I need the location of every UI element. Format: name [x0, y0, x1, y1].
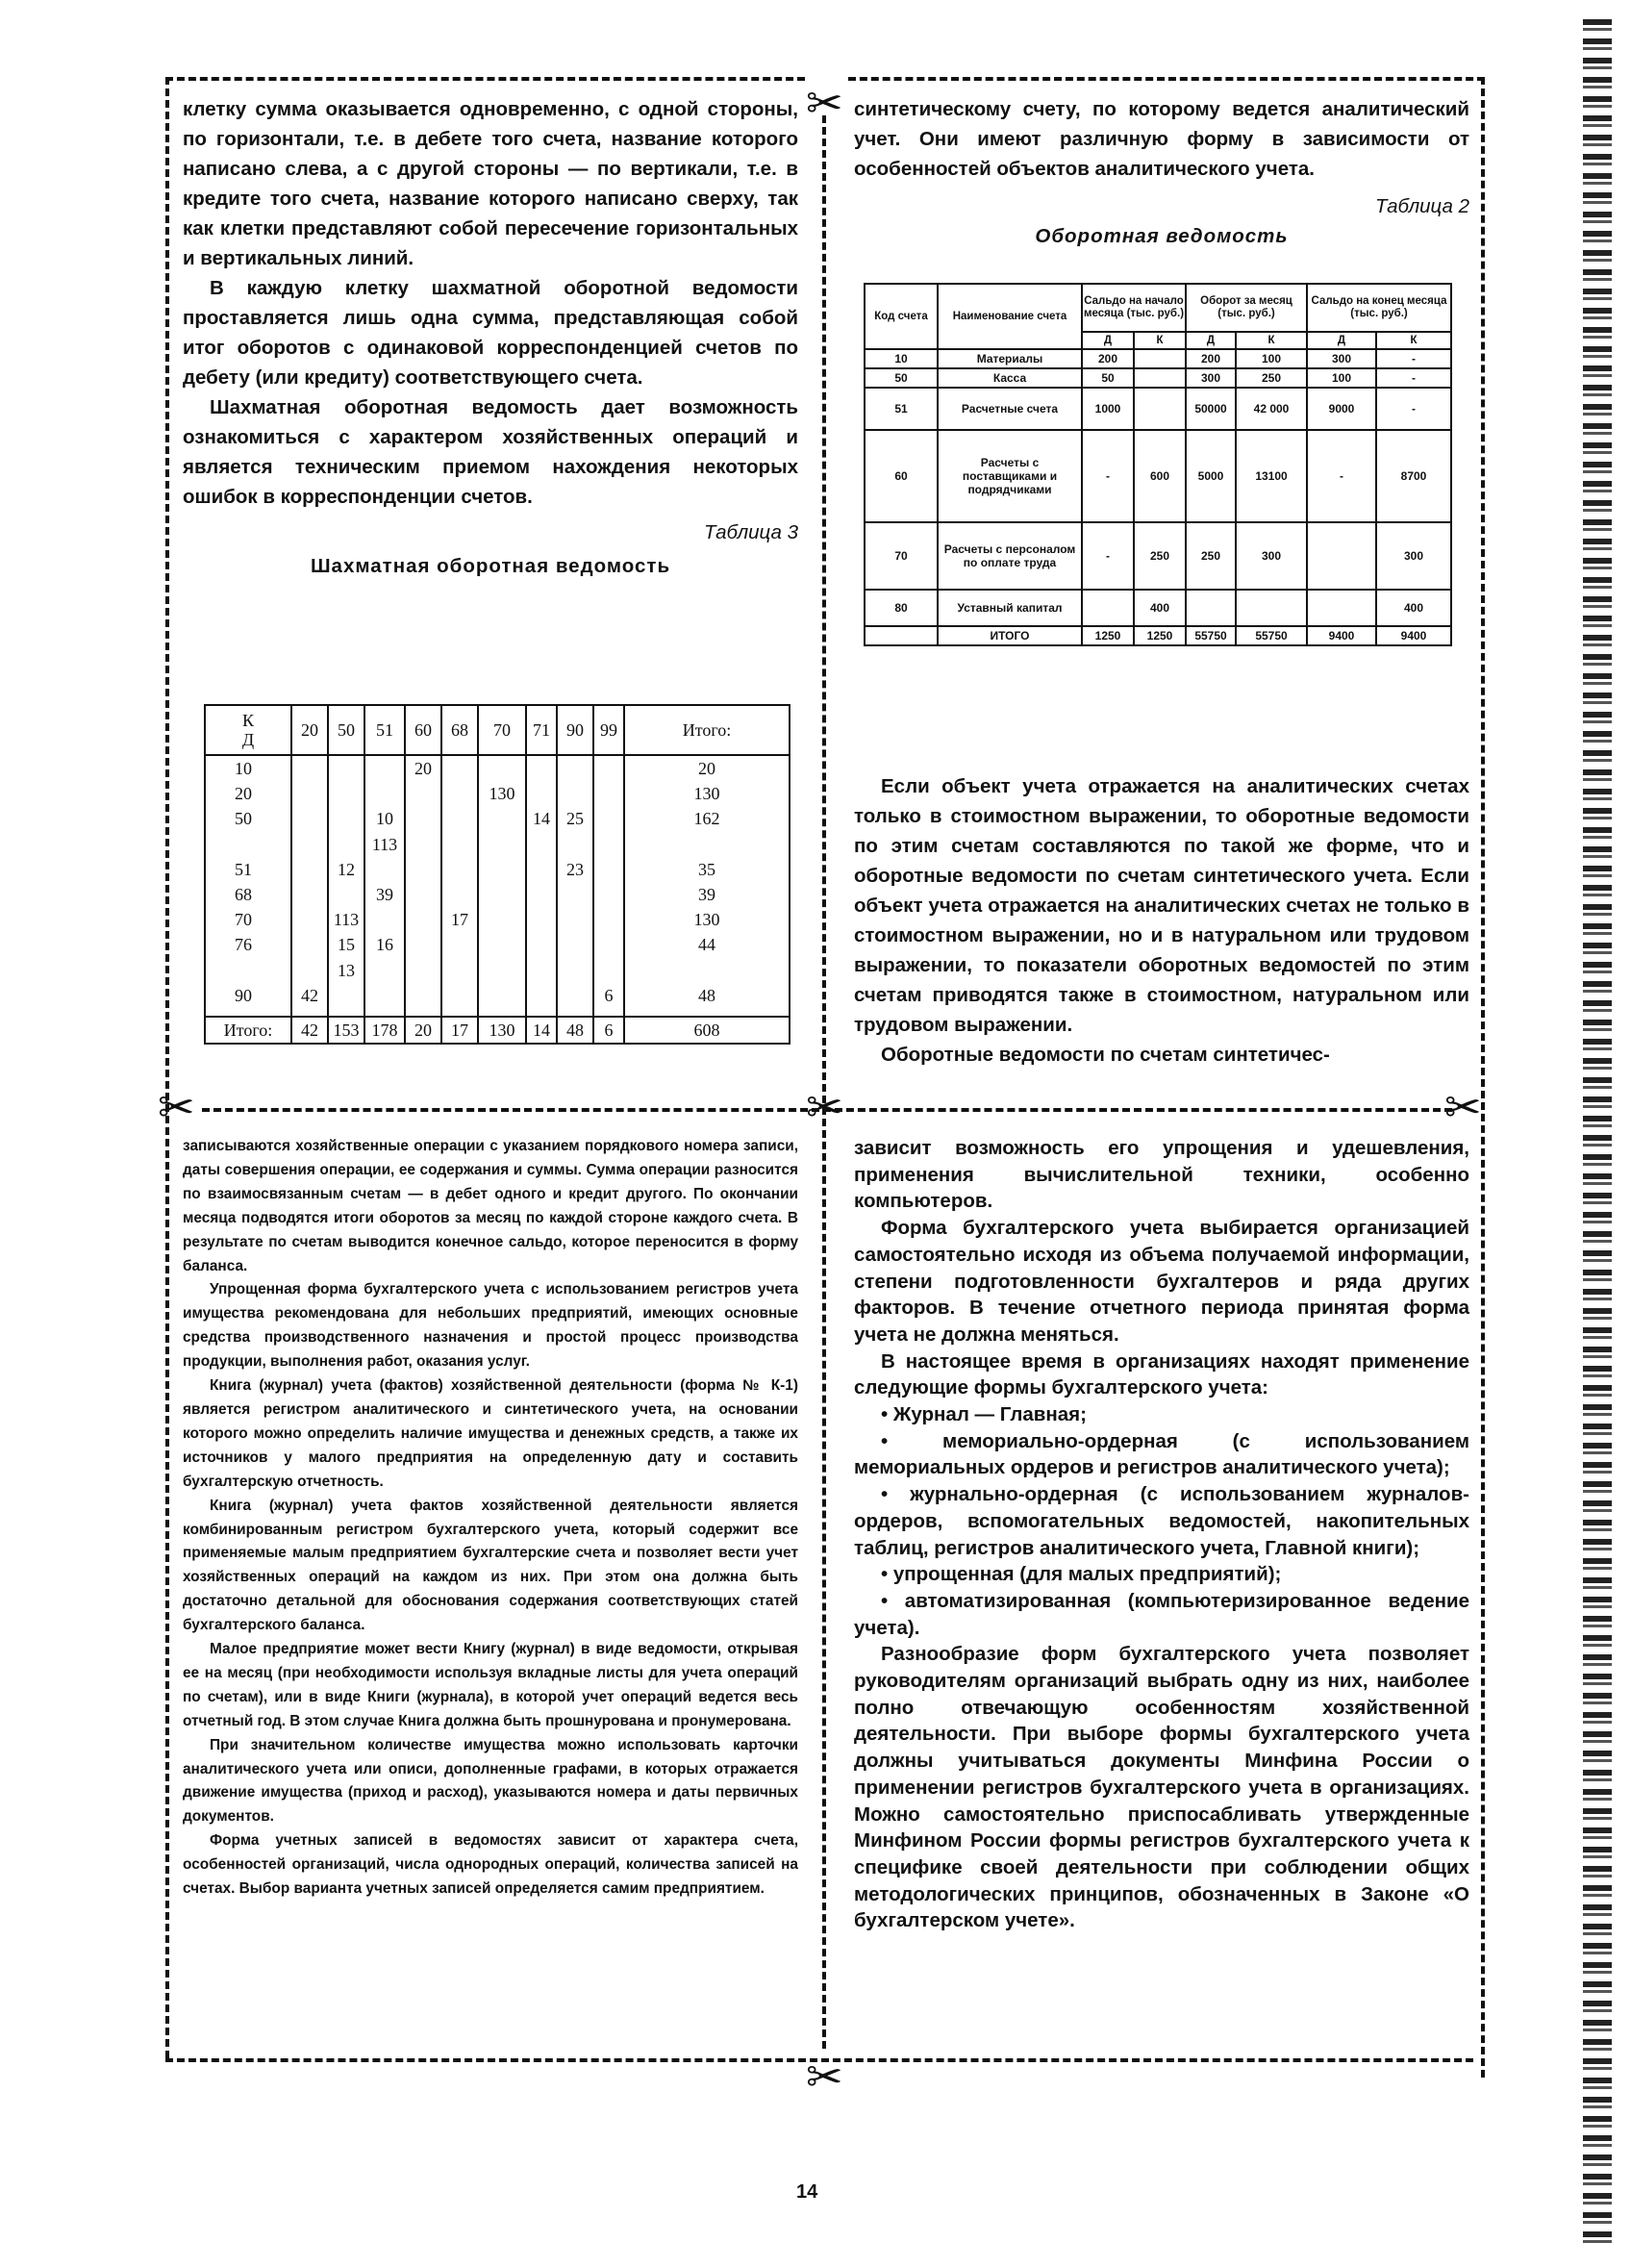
value-cell: -	[1082, 430, 1134, 522]
list-item: • упрощенная (для малых предприятий);	[881, 1563, 1282, 1586]
total-cell: 42	[291, 1017, 328, 1044]
total-cell: 17	[441, 1017, 478, 1044]
value-cell: 9000	[1307, 388, 1376, 430]
total-cell: 14	[526, 1017, 557, 1044]
table2-caption: Таблица 2	[1375, 195, 1469, 217]
cut-line-top-right	[848, 77, 1485, 81]
forms-list	[854, 1401, 1469, 1641]
col-header: 90	[557, 705, 593, 755]
account-name: Расчеты с поставщиками и подрядчиками	[938, 430, 1082, 522]
paragraph: Шахматная оборотная ведомость дает возможность ознакомиться с характером хозяйственных операций и является техническим приемом нахождения некоторых ошибок в корреспонденции счетов.	[183, 396, 798, 508]
top-right-column	[854, 94, 1469, 251]
paragraph: зависит возможность его упрощения и удешевления, применения вычислительной техники, особенно компьютеров.	[854, 1137, 1469, 1213]
total-cell: 1250	[1134, 626, 1186, 645]
total-blank	[865, 626, 938, 645]
corner-cell	[205, 705, 291, 755]
cut-line-left	[165, 77, 169, 2058]
value-cell: 50	[1082, 368, 1134, 388]
col-header: 20	[291, 705, 328, 755]
header-credit: К	[1134, 332, 1186, 349]
paragraph: синтетическому счету, по которому ведется аналитический учет. Они имеют различную форму в зависимости от особенностей объектов аналитического учета.	[854, 98, 1469, 180]
paragraph: В настоящее время в организациях находят применение следующие формы бухгалтерского учета:	[854, 1349, 1469, 1399]
book-spine-edge	[1583, 19, 1612, 2251]
scissors-icon-bottom: ✂	[806, 2052, 843, 2102]
value-cell: 400	[1376, 590, 1451, 626]
corner-k: К	[241, 711, 254, 730]
value-cell: 300	[1376, 522, 1451, 590]
header-closing-balance: Сальдо на конец месяца (тыс. руб.)	[1307, 284, 1451, 332]
paragraph: Форма учетных записей в ведомостях зависит от характера счета, особенностей организаций, числа однородных операций, количества записей на счетах. Выбор варианта учетных записей определяется самим предприятием.	[183, 1832, 798, 1898]
value-cell: -	[1376, 388, 1451, 430]
col-header: 68	[441, 705, 478, 755]
scissors-icon-center: ✂	[806, 1082, 843, 1132]
account-name: Касса	[938, 368, 1082, 388]
header-debit: Д	[1307, 332, 1376, 349]
value-cell: 250	[1134, 522, 1186, 590]
list-item: • мемориально-ордерная (с использованием мемориальных ордеров и регистров аналитического учета);	[854, 1429, 1469, 1479]
total-cell: 55750	[1186, 626, 1236, 645]
value-cell: 400	[1134, 590, 1186, 626]
header-credit: К	[1376, 332, 1451, 349]
col-header: 51	[364, 705, 405, 755]
account-code: 50	[865, 368, 938, 388]
corner-d: Д	[241, 730, 255, 749]
total-cell: 48	[557, 1017, 593, 1044]
total-cell: 9400	[1376, 626, 1451, 645]
header-turnover: Оборот за месяц (тыс. руб.)	[1186, 284, 1307, 332]
total-cell: 130	[478, 1017, 526, 1044]
account-code: 10	[865, 349, 938, 368]
scissors-icon-right: ✂	[1444, 1082, 1482, 1132]
bottom-left-column	[183, 1135, 798, 1902]
value-cell: 1000	[1082, 388, 1134, 430]
value-cell: -	[1376, 368, 1451, 388]
value-cell: 300	[1186, 368, 1236, 388]
paragraph: Малое предприятие может вести Книгу (журнал) в виде ведомости, открывая ее на месяц (при необходимости используя вкладные листы для учета операций по счетам), или в виде Книги (журнала), в которой учет операций ведется весь отчетный год. В этом случае Книга должна быть прошнурована и пронумерована.	[183, 1641, 798, 1729]
value-cell	[1307, 522, 1376, 590]
totals-label: Итого:	[205, 1017, 291, 1044]
cell-column: 20	[405, 755, 441, 1017]
cell-column: 17	[441, 755, 478, 1017]
value-cell: 13100	[1236, 430, 1307, 522]
value-cell: -	[1307, 430, 1376, 522]
paragraph: Если объект учета отражается на аналитических счетах только в стоимостном выражении, то оборотные ведомости по этим счетам составляются по такой же форме, что и оборотные ведомости по счетам синтетического учета. Если объект учета отражается на аналитических счетах не только в стоимостном выражении, но и в натуральном или трудовом выражении, то показатели оборотных ведомостей по этим счетам приводятся также в стоимостном, натуральном или трудовом выражении.	[854, 775, 1469, 1036]
value-cell: 250	[1236, 368, 1307, 388]
list-item: • автоматизированная (компьютеризированное ведение учета).	[854, 1589, 1469, 1639]
value-cell	[1082, 590, 1134, 626]
cut-line-top-left	[165, 77, 805, 81]
value-cell: -	[1082, 522, 1134, 590]
value-cell	[1134, 388, 1186, 430]
account-name: Материалы	[938, 349, 1082, 368]
total-cell: 20	[405, 1017, 441, 1044]
value-cell: -	[1376, 349, 1451, 368]
col-header: 60	[405, 705, 441, 755]
turnover-table	[864, 283, 1452, 646]
value-cell: 200	[1082, 349, 1134, 368]
total-cell: 9400	[1307, 626, 1376, 645]
header-credit: К	[1236, 332, 1307, 349]
top-right-column-lower	[854, 771, 1469, 1070]
total-cell: 55750	[1236, 626, 1307, 645]
col-header: 71	[526, 705, 557, 755]
list-item: • журнально-ордерная (с использованием журналов-ордеров, вспомогательных ведомостей, накопительных таблиц, регистров аналитического учета, Главной книги);	[854, 1483, 1469, 1559]
cell-column: 10 113 39 16	[364, 755, 405, 1017]
table-row	[865, 522, 1451, 590]
header-debit: Д	[1186, 332, 1236, 349]
table-row	[865, 388, 1451, 430]
value-cell: 600	[1134, 430, 1186, 522]
value-cell: 8700	[1376, 430, 1451, 522]
header-code: Код счета	[865, 284, 938, 349]
account-code: 51	[865, 388, 938, 430]
value-cell: 100	[1307, 368, 1376, 388]
cell-column: 12 113 15 13	[328, 755, 364, 1017]
paragraph: Оборотные ведомости по счетам синтетичес-	[881, 1044, 1330, 1066]
scissors-icon-top: ✂	[806, 78, 843, 128]
cell-column: 130	[478, 755, 526, 1017]
total-cell: 1250	[1082, 626, 1134, 645]
account-code: 70	[865, 522, 938, 590]
bottom-right-column	[854, 1135, 1469, 1934]
cell-column: 14	[526, 755, 557, 1017]
paragraph: Упрощенная форма бухгалтерского учета с использованием регистров учета имущества рекомендована для небольших предприятий, имеющих основные средства производственного назначения и простой процесс производства продукции, выполнения работ, оказания услуг.	[183, 1281, 798, 1371]
table-row	[865, 430, 1451, 522]
header-name: Наименование счета	[938, 284, 1082, 349]
row-labels: 10 20 50 51 68 70 76 90	[205, 755, 291, 1017]
header-debit: Д	[1082, 332, 1134, 349]
total-cell: 178	[364, 1017, 405, 1044]
value-cell	[1236, 590, 1307, 626]
page-number: 14	[796, 2181, 818, 2203]
list-item: • Журнал — Главная;	[881, 1403, 1087, 1426]
table-row	[865, 590, 1451, 626]
paragraph: В каждую клетку шахматной оборотной ведомости проставляется лишь одна сумма, представляющая собой итог оборотов с одинаковой корреспонденцией счетов по дебету (или кредиту) соответствующего счета.	[183, 277, 798, 389]
cell-column: 6	[593, 755, 624, 1017]
value-cell: 300	[1236, 522, 1307, 590]
value-cell	[1134, 349, 1186, 368]
col-header: 99	[593, 705, 624, 755]
table-row	[865, 349, 1451, 368]
paragraph: Книга (журнал) учета фактов хозяйственной деятельности является комбинированным регистром бухгалтерского учета, который содержит все применяемые малым предприятием бухгалтерские счета и позволяет вести учет хозяйственных операций на каждом из них. При этом она должна быть достаточно детальной для обоснования содержания соответствующих статей бухгалтерского баланса.	[183, 1497, 798, 1634]
col-header: Итого:	[624, 705, 790, 755]
total-cell: 608	[624, 1017, 790, 1044]
cell-column-total: 20 130 162 35 39 130 44 48	[624, 755, 790, 1017]
col-header: 70	[478, 705, 526, 755]
value-cell: 300	[1307, 349, 1376, 368]
top-left-column	[183, 94, 798, 581]
value-cell	[1134, 368, 1186, 388]
paragraph: Разнообразие форм бухгалтерского учета позволяет руководителям организаций выбрать одну из них, наиболее полно отвечающую особенностям хозяйственной деятельности. При выборе формы бухгалтерского учета должны учитываться документы Минфина России о применении регистров бухгалтерского учета в организациях. Можно самостоятельно приспосабливать утвержденные Минфином России формы регистров бухгалтерского учета к специфике своей деятельности при соблюдении общих методологических принципов, обозначенных в Законе «О бухгалтерском учете».	[854, 1643, 1469, 1932]
value-cell: 200	[1186, 349, 1236, 368]
paragraph: клетку сумма оказывается одновременно, с одной стороны, по горизонтали, т.е. в дебете того счета, название которого написано слева, а с другой стороны — по вертикали, т.е. в кредите того счета, название которого написано сверху, так как клетки представляют собой пересечение горизонтальных и вертикальных линий.	[183, 98, 798, 269]
cell-column: 25 23	[557, 755, 593, 1017]
cut-line-right	[1481, 77, 1485, 2078]
table3-caption: Таблица 3	[704, 521, 798, 543]
total-cell: 153	[328, 1017, 364, 1044]
scissors-icon-left: ✂	[158, 1082, 195, 1132]
table3-title: Шахматная оборотная ведомость	[310, 555, 671, 577]
value-cell: 100	[1236, 349, 1307, 368]
table2-title: Оборотная ведомость	[1035, 225, 1289, 247]
value-cell: 5000	[1186, 430, 1236, 522]
header-opening-balance: Сальдо на начало месяца (тыс. руб.)	[1082, 284, 1186, 332]
account-name: Расчеты с персоналом по оплате труда	[938, 522, 1082, 590]
total-cell: 6	[593, 1017, 624, 1044]
paragraph: Книга (журнал) учета (фактов) хозяйственной деятельности (форма № К-1) является регистром аналитического и синтетического учета, на основании которого можно определить наличие имущества и денежных средств, а также их источников у малого предприятия на определенную дату и составить бухгалтерскую отчетность.	[183, 1377, 798, 1490]
table-row	[865, 368, 1451, 388]
value-cell: 250	[1186, 522, 1236, 590]
value-cell	[1307, 590, 1376, 626]
value-cell	[1186, 590, 1236, 626]
account-name: Уставный капитал	[938, 590, 1082, 626]
total-label: ИТОГО	[938, 626, 1082, 645]
value-cell: 50000	[1186, 388, 1236, 430]
paragraph: записываются хозяйственные операции с указанием порядкового номера записи, даты совершения операции, ее содержания и суммы. Сумма операции разносится по взаимосвязанным счетам — в дебет одного и кредит другого. По окончании месяца подводятся итоги оборотов за месяц по каждой стороне каждого счета. В результате по счетам выводится конечное сальдо, которое переносится в форму баланса.	[183, 1138, 798, 1274]
value-cell: 42 000	[1236, 388, 1307, 430]
account-code: 80	[865, 590, 938, 626]
account-name: Расчетные счета	[938, 388, 1082, 430]
paragraph: Форма бухгалтерского учета выбирается организацией самостоятельно исходя из объема получаемой информации, степени подготовленности бухгалтеров и ряда других факторов. В течение отчетного периода принятая форма учета не должна меняться.	[854, 1217, 1469, 1346]
chess-turnover-table	[204, 704, 790, 1045]
col-header: 50	[328, 705, 364, 755]
account-code: 60	[865, 430, 938, 522]
cell-column: 42	[291, 755, 328, 1017]
paragraph: При значительном количестве имущества можно использовать карточки аналитического учета или описи, дополненные графами, в которых отражается движение имущества (приход и расход), указываются номера и даты первичных документов.	[183, 1736, 798, 1826]
